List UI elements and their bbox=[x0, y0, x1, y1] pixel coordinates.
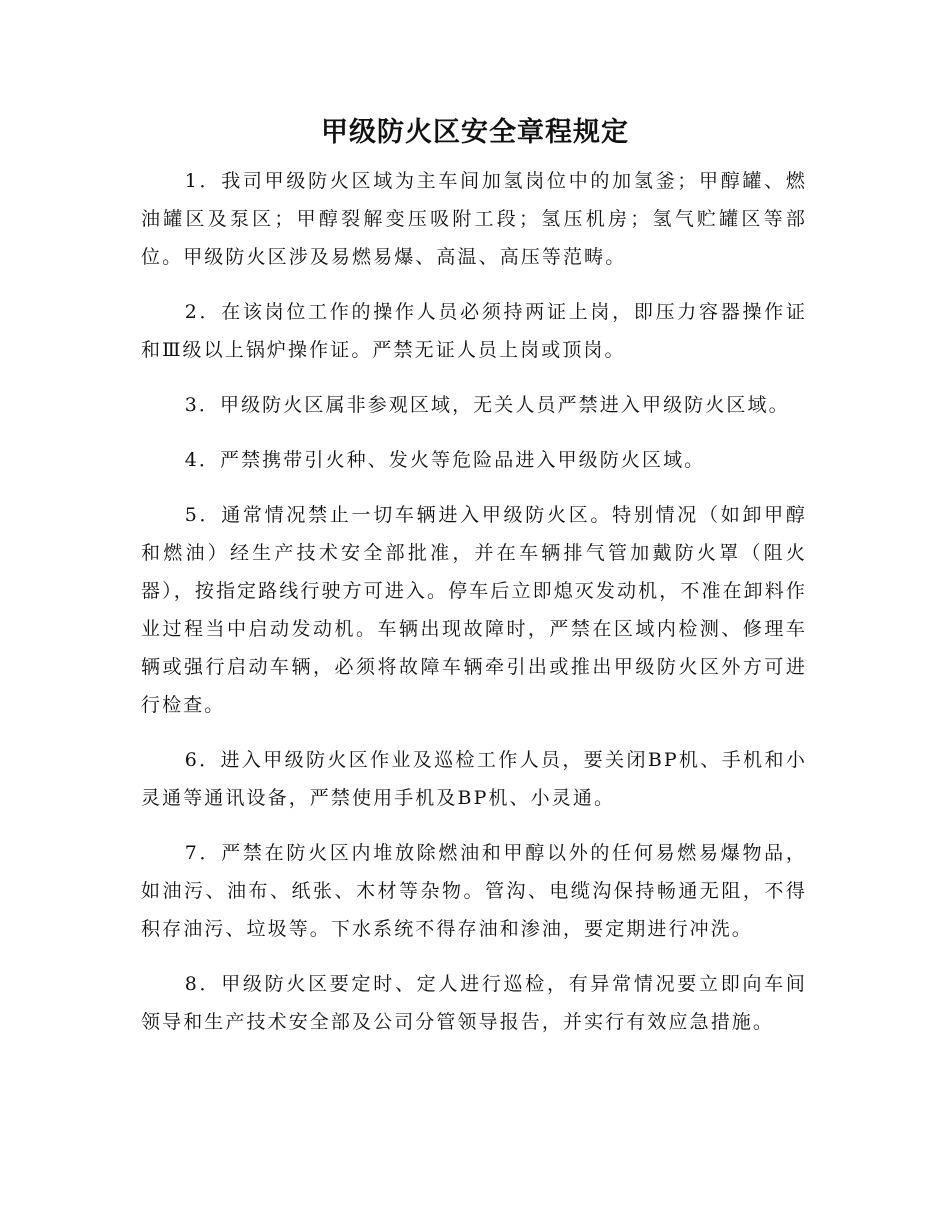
page-title: 甲级防火区安全章程规定 bbox=[321, 117, 629, 148]
paragraph-4: 4．严禁携带引火种、发火等危险品进入甲级防火区域。 bbox=[184, 449, 706, 471]
paragraph-1: 1．我司甲级防火区域为主车间加氢岗位中的加氢釜；甲醇罐、燃油罐区及泵区；甲醇裂解变压吸附工段；氢压机房；氢气贮罐区等部位。甲级防火区涉及易燃易爆、高温、高压等范畴。 bbox=[141, 170, 807, 268]
paragraph-6: 6．进入甲级防火区作业及巡检工作人员，要关闭BP机、手机和小灵通等通讯设备，严禁使用手机及BP机、小灵通。 bbox=[141, 749, 807, 809]
paragraph-7: 7．严禁在防火区内堆放除燃油和甲醇以外的任何易燃易爆物品，如油污、油布、纸张、木材等杂物。管沟、电缆沟保持畅通无阻，不得积存油污、垃圾等。下水系统不得存油和渗油，要定期进行冲洗。 bbox=[141, 842, 807, 940]
paragraph-2: 2．在该岗位工作的操作人员必须持两证上岗，即压力容器操作证和Ⅲ级以上锅炉操作证。严禁无证人员上岗或顶岗。 bbox=[141, 301, 807, 361]
paragraph-5: 5．通常情况禁止一切车辆进入甲级防火区。特别情况（如卸甲醇和燃油）经生产技术安全部批准，并在车辆排气管加戴防火罩（阻火器），按指定路线行驶方可进入。停车后立即熄灭发动机，不准在卸料作业过程当中启动发动机。车辆出现故障时，严禁在区域内检测、修理车辆或强行启动车辆，必须将故障车辆牵引出或推出甲级防火区外方可进行检查。 bbox=[141, 504, 807, 716]
document-body bbox=[141, 162, 807, 1058]
paragraph-8: 8．甲级防火区要定时、定人进行巡检，有异常情况要立即向车间领导和生产技术安全部及公司分管领导报告，并实行有效应急措施。 bbox=[141, 973, 807, 1033]
paragraph-3: 3．甲级防火区属非参观区域，无关人员严禁进入甲级防火区域。 bbox=[184, 394, 790, 416]
